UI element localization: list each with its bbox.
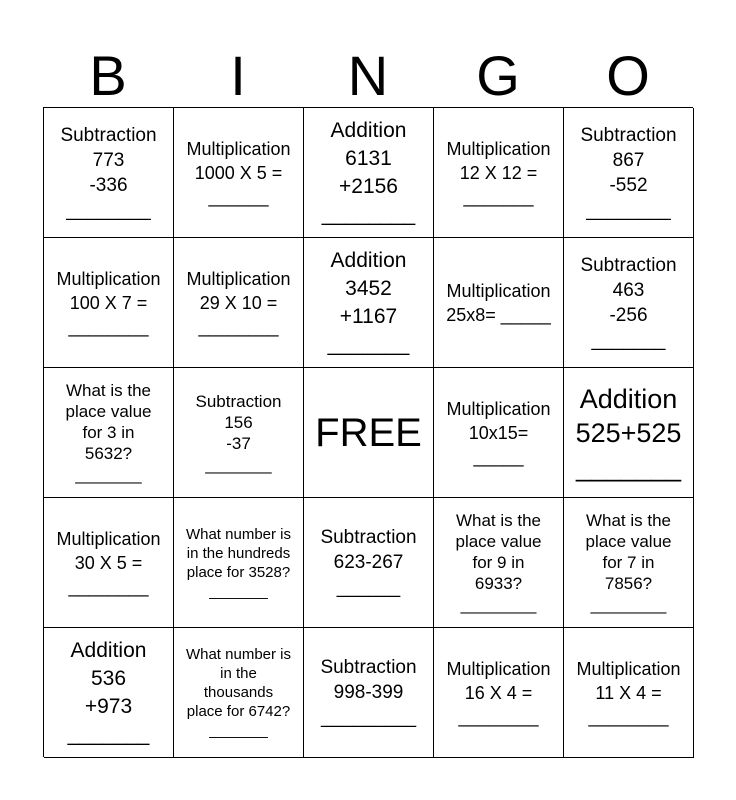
cell-text: Addition 3452 +1167 _______ [327,248,410,356]
bingo-cell-r3-c2[interactable] [174,368,304,498]
bingo-cell-r2-c1[interactable] [44,238,174,368]
bingo-header [43,44,693,108]
cell-text: Multiplication 25x8= _____ [446,280,551,325]
cell-text: What number is in the thousands place for 6742? _______ [185,646,292,739]
bingo-cell-r3-c3-free[interactable] [304,368,434,498]
cell-text: Multiplication 10x15= _____ [446,398,551,467]
bingo-cell-r4-c4[interactable] [434,498,564,628]
header-letter-i: I [230,44,246,107]
bingo-cell-r5-c3[interactable] [304,628,434,758]
header-letter-b: B [89,44,127,107]
header-letter-o: O [606,44,650,107]
bingo-cell-r1-c5[interactable] [564,108,694,238]
cell-text: What is the place value for 7 in 7856? ________ [585,511,672,614]
header-letter-g: G [476,44,520,107]
cell-text: What is the place value for 9 in 6933? ________ [455,511,542,614]
bingo-board [43,107,693,757]
free-space: FREE [315,410,422,455]
bingo-cell-r1-c3[interactable] [304,108,434,238]
bingo-cell-r1-c4[interactable] [434,108,564,238]
cell-text: Subtraction 998-399 _________ [320,657,417,728]
header-letter-n: N [347,44,389,107]
cell-text: Multiplication 12 X 12 = _______ [446,138,551,207]
bingo-cell-r2-c3[interactable] [304,238,434,368]
cell-text: Subtraction 773 -336 ________ [60,124,157,221]
cell-text: Subtraction 623-267 ______ [320,527,417,598]
cell-text: Addition 536 +973 _______ [67,638,150,746]
cell-text: Multiplication 16 X 4 = ________ [446,658,551,727]
cell-text: Addition 6131 +2156 ________ [321,118,416,226]
bingo-cell-r2-c5[interactable] [564,238,694,368]
bingo-cell-r4-c5[interactable] [564,498,694,628]
bingo-cell-r2-c4[interactable] [434,238,564,368]
cell-text: Subtraction 156 -37 _______ [195,391,282,474]
bingo-cell-r1-c2[interactable] [174,108,304,238]
bingo-cell-r4-c2[interactable] [174,498,304,628]
cell-text: Multiplication 1000 X 5 = ______ [186,138,291,207]
cell-text: What is the place value for 3 in 5632? _______ [65,381,152,484]
bingo-cell-r4-c3[interactable] [304,498,434,628]
cell-text: What number is in the hundreds place for 3528? _______ [185,525,292,600]
bingo-cell-r5-c1[interactable] [44,628,174,758]
cell-text: Multiplication 30 X 5 = ________ [56,528,161,597]
bingo-cell-r3-c4[interactable] [434,368,564,498]
cell-text: Subtraction 463 -256 _______ [580,254,677,351]
cell-text: Multiplication 11 X 4 = ________ [576,658,681,727]
bingo-cell-r3-c5[interactable] [564,368,694,498]
bingo-cell-r3-c1[interactable] [44,368,174,498]
cell-text: Multiplication 29 X 10 = ________ [186,268,291,337]
cell-text: Subtraction 867 -552 ________ [580,124,677,221]
cell-text: Addition 525+525 _______ [575,383,682,482]
bingo-cell-r2-c2[interactable] [174,238,304,368]
bingo-cell-r5-c2[interactable] [174,628,304,758]
bingo-cell-r5-c5[interactable] [564,628,694,758]
bingo-cell-r1-c1[interactable] [44,108,174,238]
cell-text: Multiplication 100 X 7 = ________ [56,268,161,337]
bingo-cell-r4-c1[interactable] [44,498,174,628]
bingo-cell-r5-c4[interactable] [434,628,564,758]
